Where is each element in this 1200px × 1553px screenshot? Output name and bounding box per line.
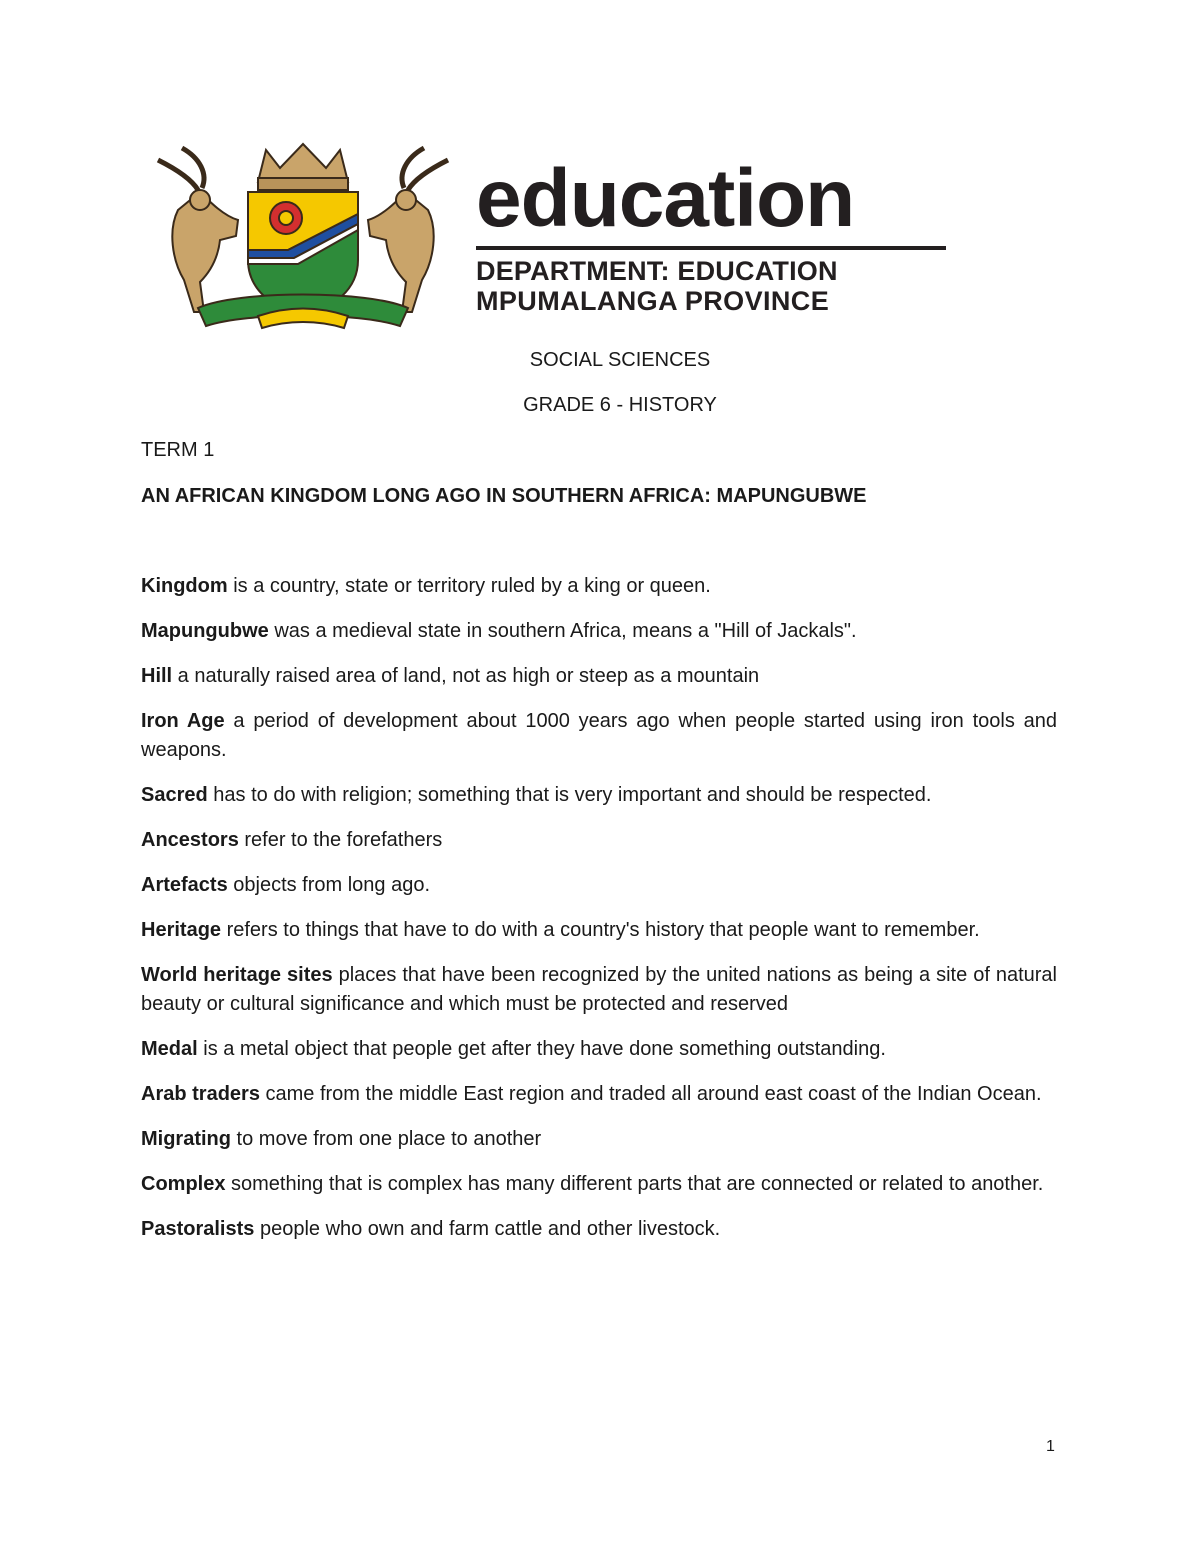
glossary-entry bbox=[141, 572, 1057, 601]
glossary-definition: people who own and farm cattle and other livestock. bbox=[254, 1218, 721, 1240]
glossary-term: Hill bbox=[141, 665, 173, 687]
glossary-definition: is a country, state or territory ruled by a king or queen. bbox=[227, 575, 711, 597]
glossary-entry bbox=[141, 871, 1057, 900]
brand-wordmark: education bbox=[476, 153, 855, 244]
glossary-entry bbox=[141, 1170, 1057, 1199]
topic-heading: AN AFRICAN KINGDOM LONG AGO IN SOUTHERN AFRICA: MAPUNGUBWE bbox=[141, 485, 867, 507]
glossary-definition: something that is complex has many different parts that are connected or related to another. bbox=[225, 1173, 1044, 1195]
page-number: 1 bbox=[1046, 1438, 1055, 1455]
glossary-entry bbox=[141, 662, 1057, 691]
province-name: MPUMALANGA PROVINCE bbox=[476, 286, 830, 316]
glossary-entry bbox=[141, 1125, 1057, 1154]
glossary-term: Arab traders bbox=[141, 1083, 260, 1105]
brand-divider bbox=[476, 246, 946, 250]
glossary-term: World heritage sites bbox=[141, 964, 333, 986]
glossary-definition: objects from long ago. bbox=[227, 874, 431, 896]
term-heading: TERM 1 bbox=[141, 439, 215, 461]
glossary-term: Migrating bbox=[141, 1128, 231, 1150]
glossary-entry bbox=[141, 1035, 1057, 1064]
glossary-term: Pastoralists bbox=[141, 1218, 255, 1240]
glossary-definition: places that have been recognized by the united nations as being a site of natural beauty or cultural significance and which must be protected and reserved bbox=[141, 964, 1057, 1015]
glossary-term: Kingdom bbox=[141, 575, 228, 597]
glossary-definition: is a metal object that people get after they have done something outstanding. bbox=[197, 1038, 886, 1060]
glossary-list bbox=[141, 572, 1057, 1260]
subject-heading: SOCIAL SCIENCES bbox=[529, 349, 711, 371]
department-name: DEPARTMENT: EDUCATION bbox=[476, 256, 838, 286]
glossary-term: Medal bbox=[141, 1038, 198, 1060]
glossary-entry bbox=[141, 707, 1057, 765]
glossary-entry bbox=[141, 617, 1057, 646]
glossary-definition: was a medieval state in southern Africa, means a "Hill of Jackals". bbox=[268, 620, 857, 642]
glossary-term: Iron Age bbox=[141, 710, 225, 732]
glossary-entry bbox=[141, 961, 1057, 1019]
glossary-term: Complex bbox=[141, 1173, 226, 1195]
glossary-definition: to move from one place to another bbox=[231, 1128, 542, 1150]
glossary-definition: came from the middle East region and traded all around east coast of the Indian Ocean. bbox=[259, 1083, 1042, 1105]
glossary-definition: refer to the forefathers bbox=[238, 829, 443, 851]
glossary-entry bbox=[141, 1080, 1057, 1109]
brand-block bbox=[476, 154, 950, 316]
glossary-term: Ancestors bbox=[141, 829, 239, 851]
glossary-entry bbox=[141, 781, 1057, 810]
glossary-entry bbox=[141, 1215, 1057, 1244]
glossary-definition: refers to things that have to do with a country's history that people want to remember. bbox=[221, 919, 980, 941]
glossary-term: Heritage bbox=[141, 919, 222, 941]
glossary-entry bbox=[141, 826, 1057, 855]
glossary-definition: has to do with religion; something that is very important and should be respected. bbox=[207, 784, 932, 806]
department-logo bbox=[138, 140, 950, 330]
glossary-entry bbox=[141, 916, 1057, 945]
glossary-definition: a naturally raised area of land, not as high or steep as a mountain bbox=[172, 665, 760, 687]
glossary-term: Artefacts bbox=[141, 874, 228, 896]
grade-heading: GRADE 6 - HISTORY bbox=[523, 394, 717, 416]
glossary-term: Mapungubwe bbox=[141, 620, 269, 642]
coat-of-arms-icon bbox=[138, 140, 468, 330]
glossary-term: Sacred bbox=[141, 784, 208, 806]
glossary-definition: a period of development about 1000 years ago when people started using iron tools and weapons. bbox=[141, 710, 1057, 761]
